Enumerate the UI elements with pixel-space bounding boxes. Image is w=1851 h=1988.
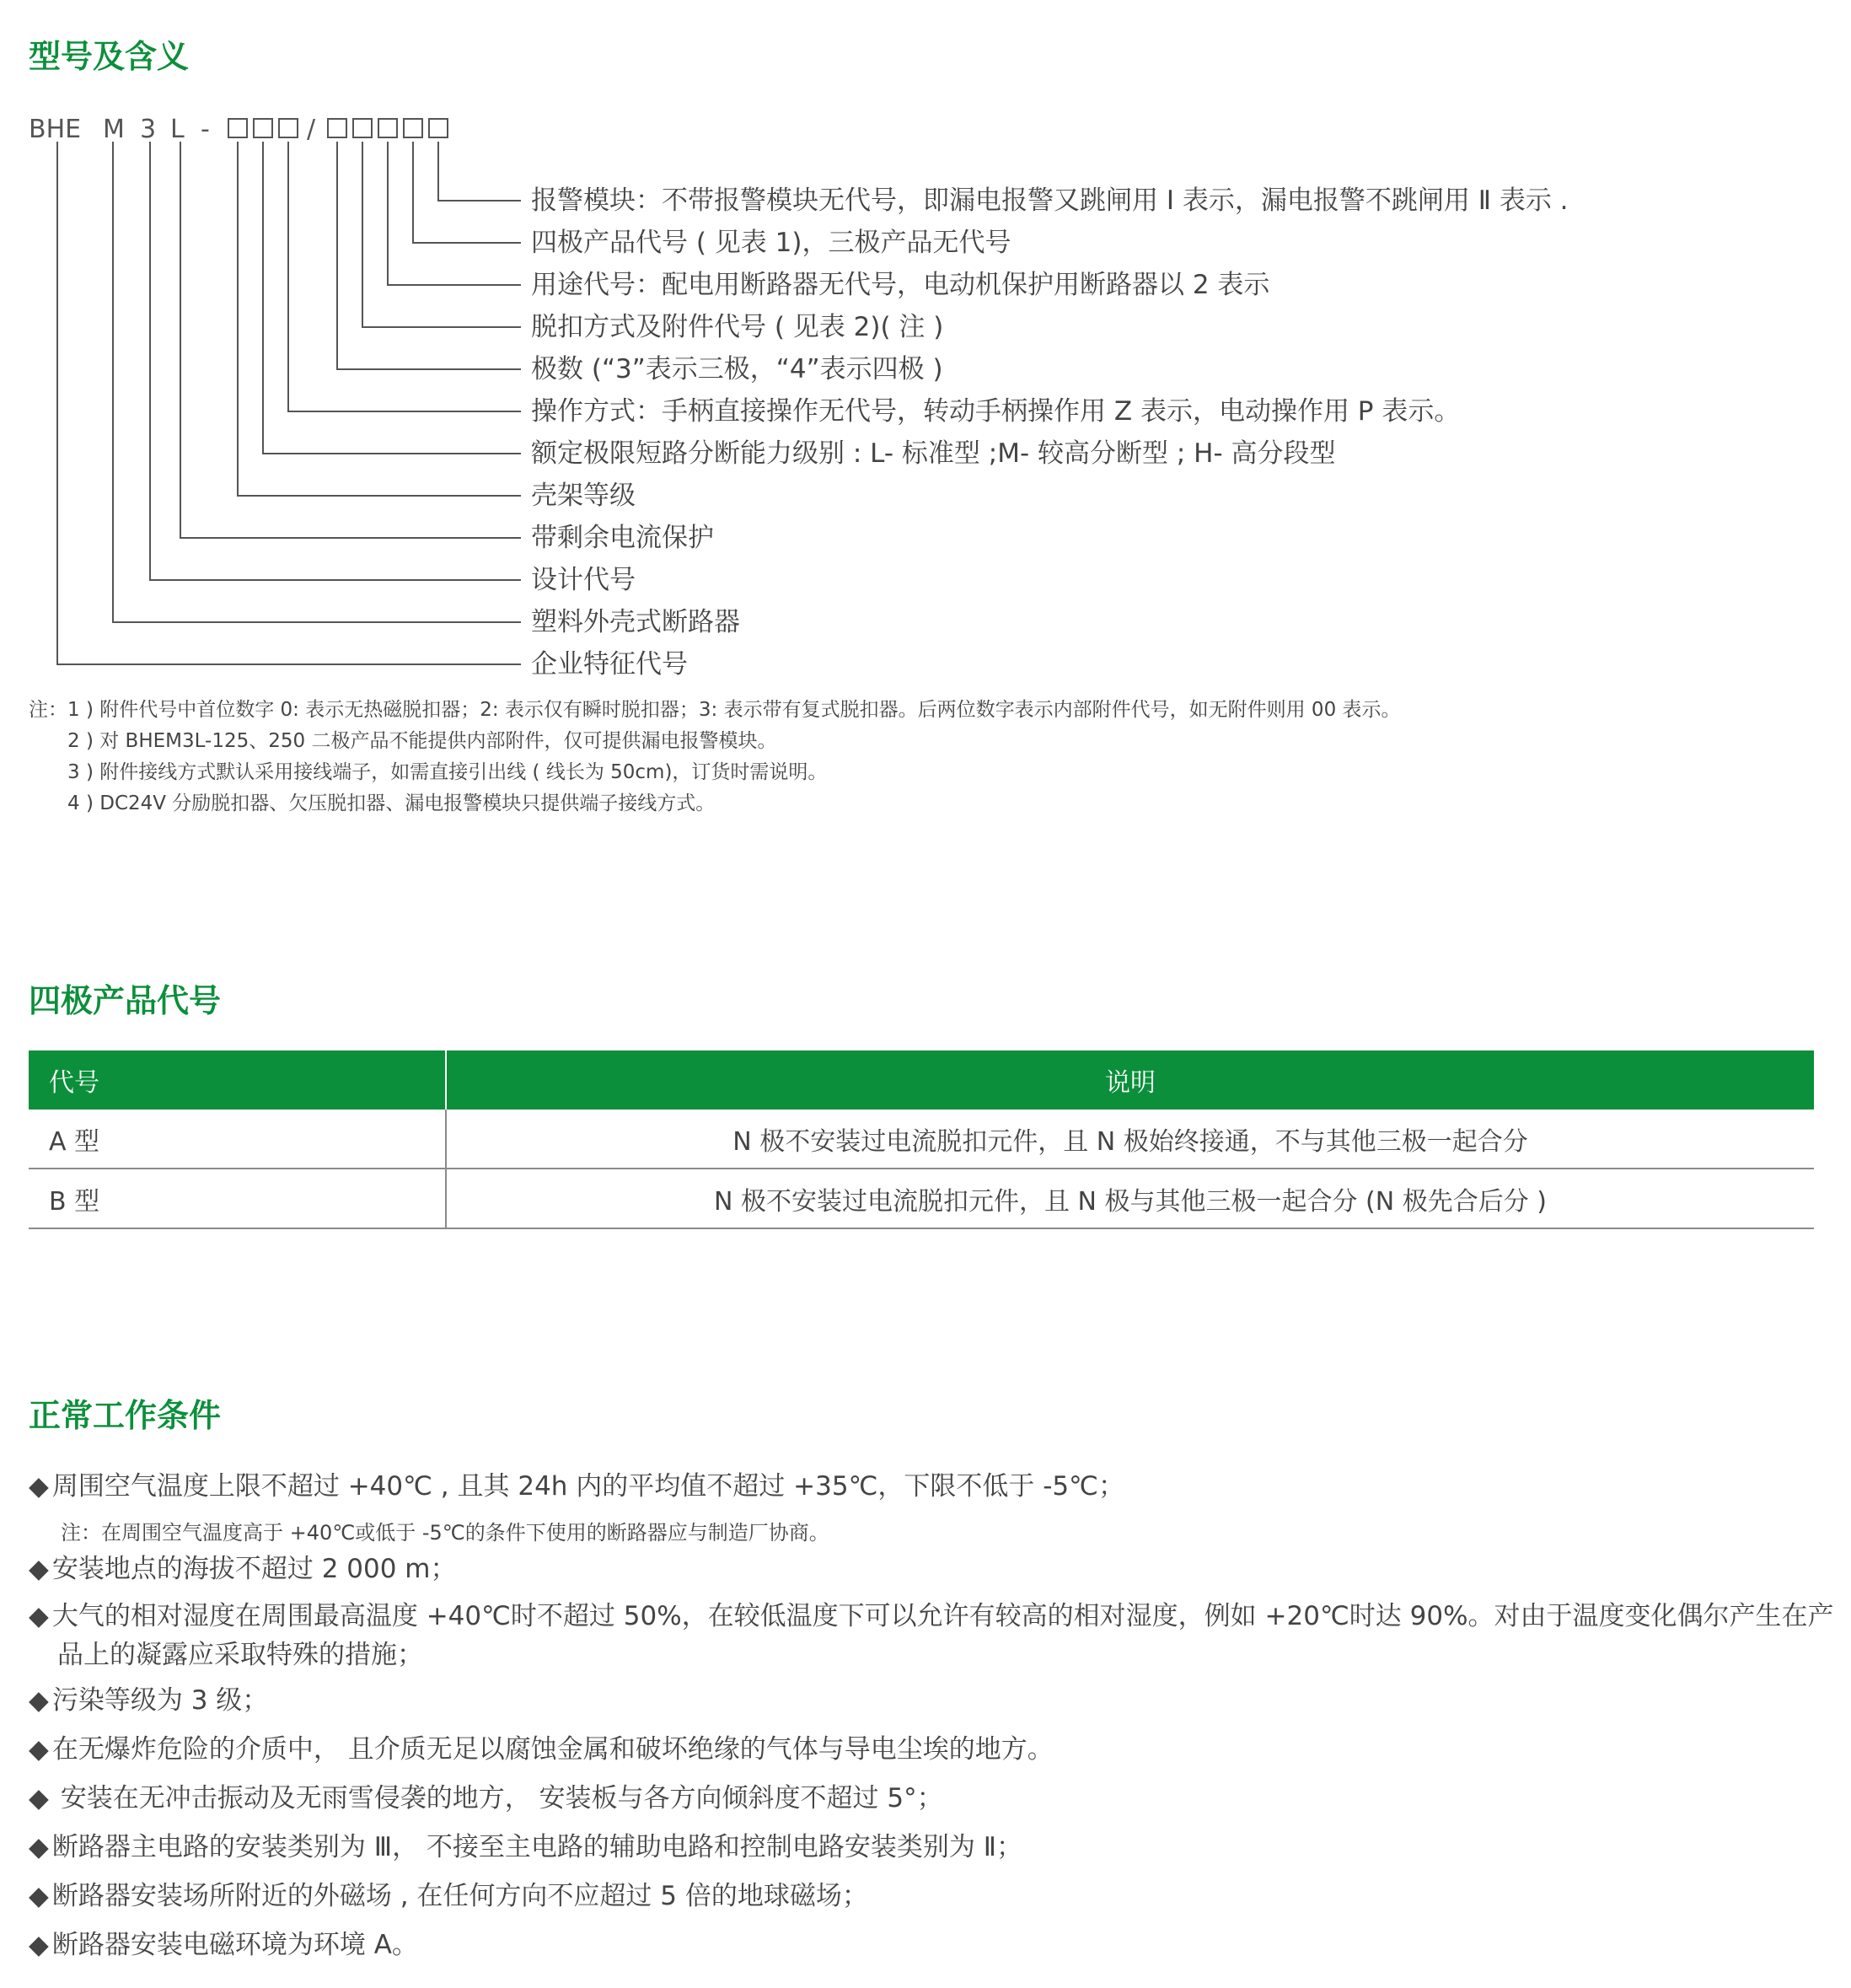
- diamond-bullet-icon: ◆: [29, 1783, 49, 1813]
- condition-text: 安装在无冲击振动及无雨雪侵袭的地方， 安装板与各方向倾斜度不超过 5°；: [51, 1783, 943, 1813]
- table-header-code: 代号: [29, 1050, 446, 1110]
- table-row: [29, 1169, 1814, 1228]
- meaning-operation: 操作方式：手柄直接操作无代号，转动手柄操作用 Z 表示，电动操作用 P 表示。: [531, 396, 1461, 427]
- condition-item-3: [29, 1597, 1851, 1674]
- diamond-bullet-icon: ◆: [29, 1685, 49, 1716]
- condition-note: 注：在周围空气温度高于 +40℃或低于 -5℃的条件下使用的断路器应与制造厂协商。: [61, 1521, 829, 1545]
- conditions-section-title: 正常工作条件: [29, 1397, 222, 1434]
- condition-text: 断路器安装电磁环境为环境 A。: [51, 1930, 418, 1960]
- condition-item-2: [29, 1550, 1824, 1588]
- code-part-3: 3: [140, 115, 157, 144]
- condition-text: 断路器主电路的安装类别为 Ⅲ， 不接至主电路的辅助电路和控制电路安装类别为 Ⅱ；: [51, 1832, 1023, 1862]
- meaning-poles: 极数 (“3”表示三极，“4”表示四极 ): [531, 354, 943, 384]
- meaning-frame-grade: 壳架等级: [531, 481, 636, 511]
- diamond-bullet-icon: ◆: [29, 1471, 49, 1502]
- diamond-bullet-icon: ◆: [29, 1930, 49, 1960]
- diamond-bullet-icon: ◆: [29, 1881, 49, 1911]
- diamond-bullet-icon: ◆: [29, 1832, 49, 1862]
- condition-text: 周围空气温度上限不超过 +40℃ , 且其 24h 内的平均值不超过 +35℃，下限不低于 -5℃；: [51, 1471, 1124, 1502]
- meaning-usage-code: 用途代号：配电用断路器无代号，电动机保护用断路器以 2 表示: [531, 270, 1270, 300]
- condition-item-9: [29, 1926, 1824, 1964]
- meaning-four-pole-code: 四极产品代号 ( 见表 1)，三极产品无代号: [531, 228, 1011, 258]
- model-section-title: 型号及含义: [29, 38, 190, 75]
- condition-item-5: [29, 1730, 1824, 1769]
- model-notes: [29, 695, 1401, 819]
- diamond-bullet-icon: ◆: [29, 1734, 49, 1765]
- condition-item-7: [29, 1828, 1824, 1867]
- code-part-l: L: [170, 115, 185, 144]
- diamond-bullet-icon: ◆: [29, 1554, 49, 1584]
- note-4: 4 ) DC24V 分励脱扣器、欠压脱扣器、漏电报警模块只提供端子接线方式。: [67, 793, 716, 814]
- table-cell-code: B 型: [29, 1169, 446, 1228]
- code-part-m: M: [103, 115, 125, 144]
- code-dash: -: [201, 115, 210, 144]
- condition-text: 大气的相对湿度在周围最高温度 +40℃时不超过 50%，在较低温度下可以允许有较高的相对湿度，例如 +20℃时达 90%。对由于温度变化偶尔产生在产品上的凝露应采取特殊的措施；: [51, 1601, 1834, 1670]
- table-header-row: [29, 1050, 1814, 1110]
- table-cell-code: A 型: [29, 1110, 446, 1169]
- model-code-diagram: [0, 0, 1851, 691]
- code-prefix: BHE: [29, 115, 82, 144]
- four-pole-section-title: 四极产品代号: [29, 982, 222, 1019]
- meaning-trip-accessory: 脱扣方式及附件代号 ( 见表 2)( 注 ): [531, 312, 944, 342]
- condition-text: 安装地点的海拔不超过 2 000 m；: [51, 1554, 457, 1584]
- condition-item-6: [29, 1779, 1824, 1818]
- meaning-alarm-module: 报警模块：不带报警模块无代号，即漏电报警又跳闸用 Ⅰ 表示，漏电报警不跳闸用 Ⅱ 表示 .: [531, 185, 1569, 216]
- leader-lines: [0, 0, 1851, 691]
- condition-text: 在无爆炸危险的介质中， 且介质无足以腐蚀金属和破坏绝缘的气体与导电尘埃的地方。: [51, 1734, 1054, 1765]
- condition-item-8: [29, 1877, 1824, 1915]
- meaning-residual-current: 带剩余电流保护: [531, 523, 714, 553]
- code-slash: /: [307, 115, 316, 144]
- meaning-design-code: 设计代号: [531, 565, 636, 595]
- meaning-enterprise-code: 企业特征代号: [531, 649, 688, 680]
- condition-item-4: [29, 1681, 1824, 1720]
- table-row: [29, 1110, 1814, 1169]
- diamond-bullet-icon: ◆: [29, 1601, 49, 1631]
- meaning-breaking-capacity: 额定极限短路分断能力级别 : L- 标准型 ;M- 较高分断型 ; H- 高分段型: [531, 438, 1336, 469]
- four-pole-table: [29, 1050, 1814, 1229]
- table-cell-description: N 极不安装过电流脱扣元件，且 N 极始终接通，不与其他三极一起合分: [446, 1110, 1814, 1169]
- note-1: 注：1 ) 附件代号中首位数字 0: 表示无热磁脱扣器；2: 表示仅有瞬时脱扣器；3: 表示带有复式脱扣器。后两位数字表示内部附件代号，如无附件则用 00 表示。: [29, 699, 1401, 721]
- condition-item-1: [29, 1467, 1824, 1506]
- note-2: 2 ) 对 BHEM3L-125、250 二极产品不能提供内部附件，仅可提供漏电报警模块。: [67, 730, 777, 752]
- condition-text: 污染等级为 3 级；: [51, 1685, 269, 1716]
- table-cell-description: N 极不安装过电流脱扣元件，且 N 极与其他三极一起合分 (N 极先合后分 ): [446, 1169, 1814, 1228]
- meaning-mccb: 塑料外壳式断路器: [531, 607, 740, 637]
- note-3: 3 ) 附件接线方式默认采用接线端子，如需直接引出线 ( 线长为 50cm)，订货时需说明。: [67, 761, 828, 783]
- condition-text: 断路器安装场所附近的外磁场 , 在任何方向不应超过 5 倍的地球磁场；: [51, 1881, 868, 1911]
- table-header-description: 说明: [446, 1050, 1814, 1110]
